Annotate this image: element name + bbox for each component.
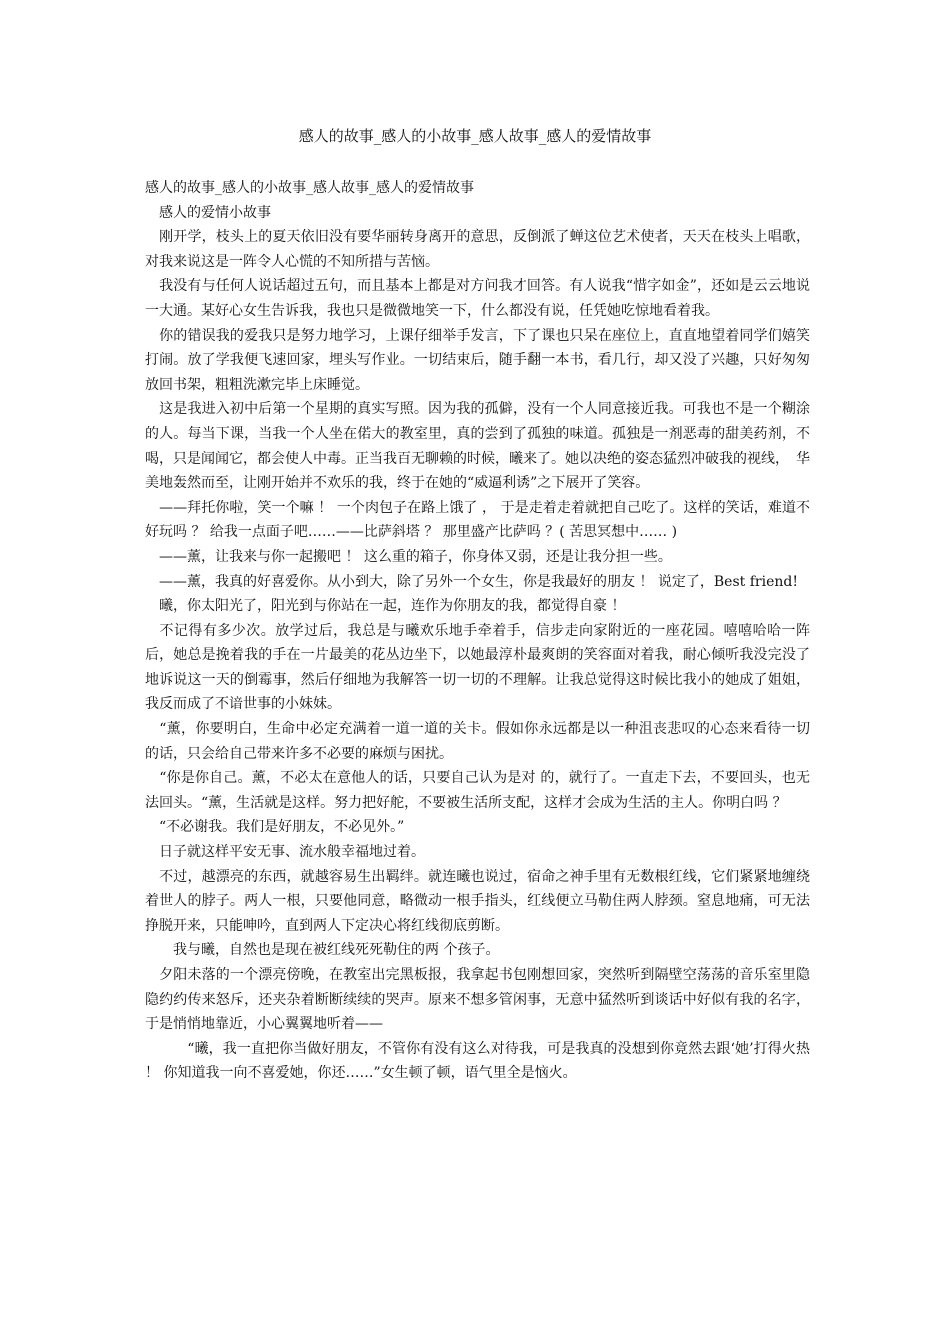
- document-subtitle: 感人的故事_感人的小故事_感人故事_感人的爱情故事: [145, 180, 474, 196]
- paragraph: ——拜托你啦，笑一个嘛 ！ 一个肉包子在路上饿了 ， 于是走着走着就把自己吃了。这样的笑话，难道不好玩吗 ？ 给我一点面子吧……——比萨斜塔 ？ 那里盛产比萨吗 ？( 苦思冥想中…… ): [145, 499, 810, 541]
- paragraph: 曦，你太阳光了，阳光到与你站在一起，连作为你朋友的我，都觉得自豪 ！: [145, 598, 626, 615]
- paragraph: “曦，我一直把你当做好朋友，不管你有没有这么对待我，可是我真的没想到你竟然去跟‘她’打得火热 ！ 你知道我一向不喜爱她，你还……”女生顿了顿，语气里全是恼火。: [145, 1040, 810, 1082]
- document-body: [145, 176, 810, 1086]
- paragraph: 不过，越漂亮的东西，就越容易生出羁绊。就连曦也说过，宿命之神手里有无数根红线，它们紧紧地缠绕着世人的脖子。两人一根，只要他同意，略微动一根手指头，红线便立马勒住两人脖颈。窒息地痛，可无法挣脱开来，只能呻吟，直到两人下定决心将红线彻底剪断。: [145, 868, 810, 934]
- paragraph: ——薰，我真的好喜爱你。从小到大，除了另外一个女生，你是我最好的朋友 ！ 说定了，Best friend!: [145, 573, 798, 590]
- paragraph: “不必谢我。我们是好朋友，不必见外。”: [145, 819, 405, 836]
- paragraph: ——薰，让我来与你一起搬吧 ！ 这么重的箱子，你身体又弱，还是让我分担一些。: [145, 548, 672, 565]
- paragraph: 这是我进入初中后第一个星期的真实写照。因为我的孤僻，没有一个人同意接近我。可我也不是一个糊涂的人。每当下课，当我一个人坐在偌大的教室里，真的尝到了孤独的味道。孤独是一剂恶毒的甜美药剂，不喝，只是闻闻它，都会使人中毒。正当我百无聊赖的时候，曦来了。她以决绝的姿态猛烈冲破我的视线， 华美地轰然而至，让刚开始并不欢乐的我，终于在她的“威逼利诱”之下展开了笑容。: [145, 401, 810, 492]
- paragraph: 日子就这样平安无事、流水般幸福地过着。: [145, 844, 425, 861]
- paragraph: 感人的爱情小故事: [145, 204, 271, 221]
- paragraph: 不记得有多少次。放学过后，我总是与曦欢乐地手牵着手，信步走向家附近的一座花园。嘻嘻哈哈一阵后，她总是挽着我的手在一片最美的花丛边坐下，以她最淳朴最爽朗的笑容面对着我，耐心倾听我没完没了地诉说这一天的倒霉事，然后仔细地为我解答一切一切的不理解。让我总觉得这时候比我小的她成了姐姐，我反而成了不谙世事的小妹妹。: [145, 622, 810, 713]
- paragraph: “薰，你要明白，生命中必定充满着一道一道的关卡。假如你永远都是以一种沮丧悲叹的心态来看待一切的话，只会给自己带来许多不必要的麻烦与困扰。: [145, 721, 810, 762]
- paragraph: “你是你自己。薰，不必太在意他人的话，只要自己认为是对 的，就行了。一直走下去，不要回头，也无法回头。“薰，生活就是这样。努力把好舵，不要被生活所支配，这样才会成为生活的主人。你明白吗 ？: [145, 770, 810, 811]
- paragraph: 我与曦，自然也是现在被红线死死勒住的两 个孩子。: [145, 942, 500, 959]
- paragraph: 你的错误我的爱我只是努力地学习，上课仔细举手发言，下了课也只呆在座位上，直直地望着同学们嬉笑打闹。放了学我便飞速回家，埋头写作业。一切结束后，随手翻一本书，看几行，却又没了兴趣，只好匆匆放回书架，粗粗洗漱完毕上床睡觉。: [145, 327, 810, 393]
- paragraph: 夕阳未落的一个漂亮傍晚，在教室出完黑板报，我拿起书包刚想回家，突然听到隔壁空荡荡的音乐室里隐隐约约传来怒斥，还夹杂着断断续续的哭声。原来不想多管闲事，无意中猛然听到谈话中好似有我的名字，于是悄悄地靠近，小心翼翼地听着——: [145, 967, 810, 1033]
- paragraph: 我没有与任何人说话超过五句，而且基本上都是对方问我才回答。有人说我“惜字如金”，还如是云云地说一大通。某好心女生告诉我，我也只是微微地笑一下，什么都没有说，任凭她吃惊地看着我。: [145, 278, 810, 319]
- document-title: 感人的故事_感人的小故事_感人故事_感人的爱情故事: [298, 127, 652, 145]
- paragraph: 刚开学，枝头上的夏天依旧没有要华丽转身离开的意思，反倒派了蝉这位艺术使者，天天在枝头上唱歌，对我来说这是一阵令人心慌的不知所措与苦恼。: [145, 229, 810, 270]
